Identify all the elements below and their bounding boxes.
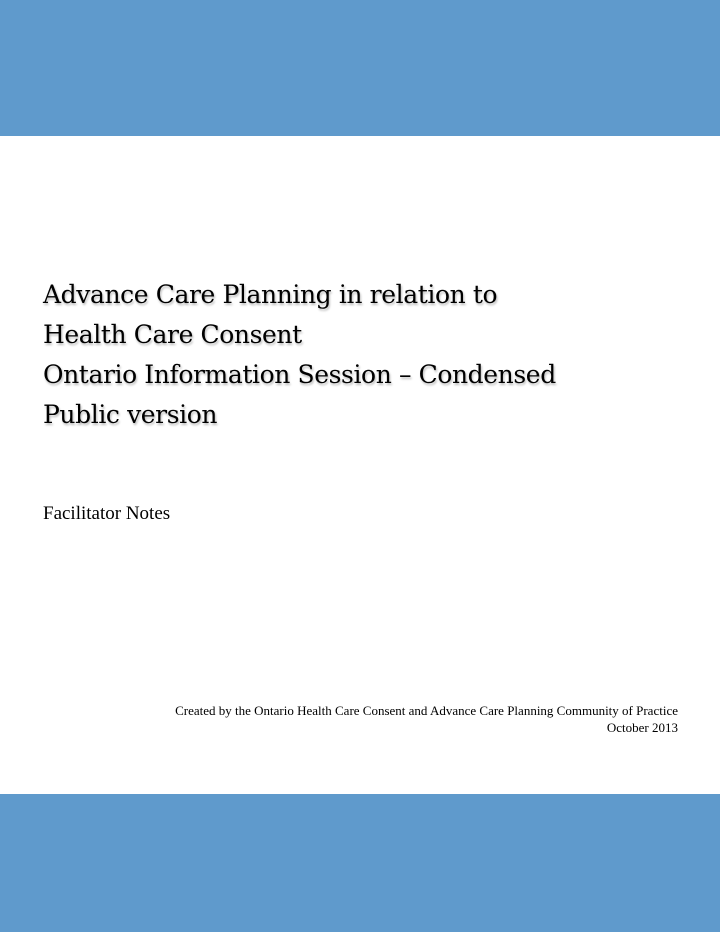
title-line-1: Advance Care Planning in relation to [43,280,498,309]
credit-footer [38,702,678,736]
top-color-band [0,0,720,136]
date-line: October 2013 [606,720,678,735]
title-line-3: Ontario Information Session – Condensed [43,360,556,389]
document-title [43,275,703,435]
bottom-color-band [0,794,720,932]
title-line-2: Health Care Consent [43,320,302,349]
document-subtitle: Facilitator Notes [43,503,171,524]
credit-line: Created by the Ontario Health Care Consent and Advance Care Planning Community of Practice [175,703,678,718]
title-line-4: Public version [43,400,218,429]
